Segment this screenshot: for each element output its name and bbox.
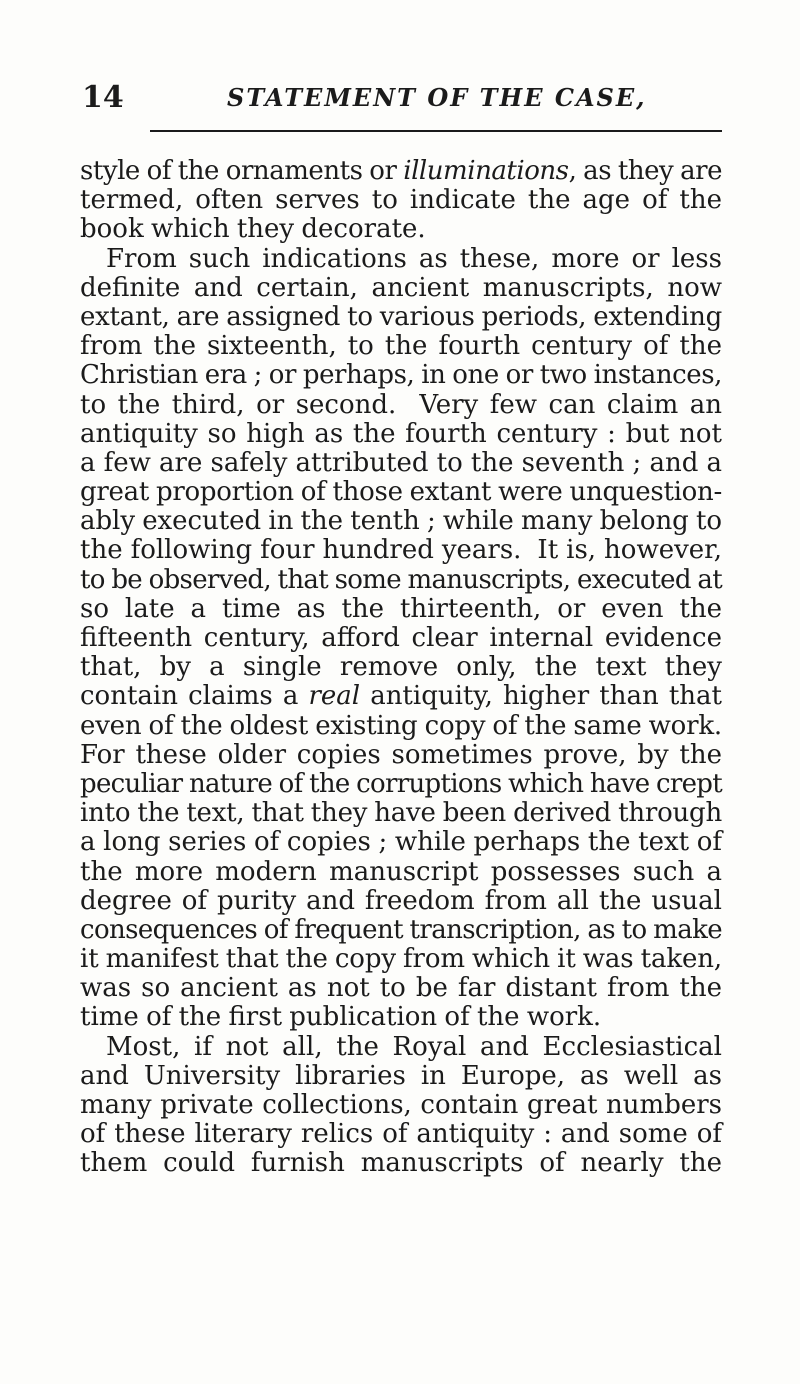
line-text: termed, often serves to indicate the age of the xyxy=(80,185,722,216)
line-text: so late a time as the thirteenth, or even the xyxy=(80,593,722,624)
text-line xyxy=(80,887,722,916)
text-line xyxy=(80,828,722,857)
text-line xyxy=(80,653,722,682)
line-text: a long series of copies ; while perhaps the text of xyxy=(80,827,722,858)
line-text: ably executed in the tenth ; while many belong to xyxy=(80,506,722,537)
text-line xyxy=(80,945,722,974)
line-text: book which they decorate. xyxy=(80,214,426,245)
text-line xyxy=(80,157,722,186)
text-line xyxy=(80,186,722,215)
line-text: a few are safely attributed to the seventh ; and a xyxy=(80,447,722,478)
italic-word: real xyxy=(308,681,361,712)
line-text: the more modern manuscript possesses such a xyxy=(80,856,722,887)
text-line xyxy=(80,712,722,741)
line-text: and University libraries in Europe, as well as xyxy=(80,1060,722,1091)
text-line xyxy=(80,478,722,507)
line-text: many private collections, contain great numbers xyxy=(80,1090,722,1120)
text-line xyxy=(80,245,722,274)
text-line xyxy=(80,361,722,390)
italic-word: illuminations xyxy=(403,156,569,186)
line-text-rest: , as they are xyxy=(568,156,722,186)
line-text: even of the oldest existing copy of the same work. xyxy=(80,710,722,741)
running-head xyxy=(82,78,722,118)
line-text: definite and certain, ancient manuscripts, now xyxy=(80,272,722,303)
text-line xyxy=(80,536,722,565)
line-text: degree of purity and freedom from all the usual xyxy=(80,885,722,916)
text-line xyxy=(80,770,722,799)
line-text: extant, are assigned to various periods, extending xyxy=(80,301,722,332)
text-line xyxy=(80,420,722,449)
text-line xyxy=(80,595,722,624)
text-line xyxy=(80,566,722,595)
text-line xyxy=(80,858,722,887)
line-text: consequences of frequent transcription, as to make xyxy=(80,914,722,945)
text-line xyxy=(80,1033,722,1062)
text-line xyxy=(80,1149,722,1178)
header-rule xyxy=(150,130,722,132)
line-text-rest: antiquity, higher than that xyxy=(360,681,722,712)
line-text: For these older copies sometimes prove, by the xyxy=(80,739,722,770)
line-text: from the sixteenth, to the fourth century of the xyxy=(80,331,722,362)
line-text: that, by a single remove only, the text they xyxy=(80,652,722,683)
line-text: contain claims a xyxy=(80,681,309,712)
line-text: From such indications as these, more or less xyxy=(106,243,722,274)
line-text: of these literary relics of antiquity : and some of xyxy=(80,1119,722,1150)
line-text: style of the ornaments or xyxy=(80,156,404,186)
text-line xyxy=(80,624,722,653)
text-line xyxy=(80,974,722,1003)
line-text: into the text, that they have been derived through xyxy=(80,798,722,829)
line-text: time of the first publication of the work. xyxy=(80,1002,602,1033)
line-text: Christian era ; or perhaps, in one or two instances, xyxy=(80,360,722,391)
line-text: fifteenth century, afford clear internal evidence xyxy=(80,623,722,653)
text-line xyxy=(80,391,722,420)
page-number: 14 xyxy=(82,80,124,115)
body-text xyxy=(80,157,722,1179)
line-text: was so ancient as not to be far distant from the xyxy=(80,973,722,1004)
text-line xyxy=(80,274,722,303)
text-line xyxy=(80,449,722,478)
text-line xyxy=(80,215,722,244)
line-text: to the third, or second. Very few can claim an xyxy=(80,389,722,420)
text-line xyxy=(80,1120,722,1149)
text-line xyxy=(80,303,722,332)
line-text: Most, if not all, the Royal and Ecclesiastical xyxy=(106,1031,722,1062)
text-line xyxy=(80,507,722,536)
text-line xyxy=(80,332,722,361)
line-text: it manifest that the copy from which it was taken, xyxy=(80,944,722,975)
text-line xyxy=(80,1091,722,1120)
line-text: peculiar nature of the corruptions which have crept xyxy=(80,768,722,799)
text-line xyxy=(80,799,722,828)
text-line xyxy=(80,1003,722,1032)
line-text: them could furnish manuscripts of nearly the xyxy=(80,1148,722,1179)
text-line xyxy=(80,741,722,770)
line-text: great proportion of those extant were unquestion- xyxy=(80,477,722,508)
text-line xyxy=(80,1062,722,1091)
text-line xyxy=(80,682,722,711)
running-title: STATEMENT OF THE CASE, xyxy=(227,83,647,112)
text-line xyxy=(80,916,722,945)
line-text: antiquity so high as the fourth century : but not xyxy=(80,418,722,449)
line-text: the following four hundred years. It is, however, xyxy=(80,535,722,566)
line-text: to be observed, that some manuscripts, executed at xyxy=(80,564,722,595)
